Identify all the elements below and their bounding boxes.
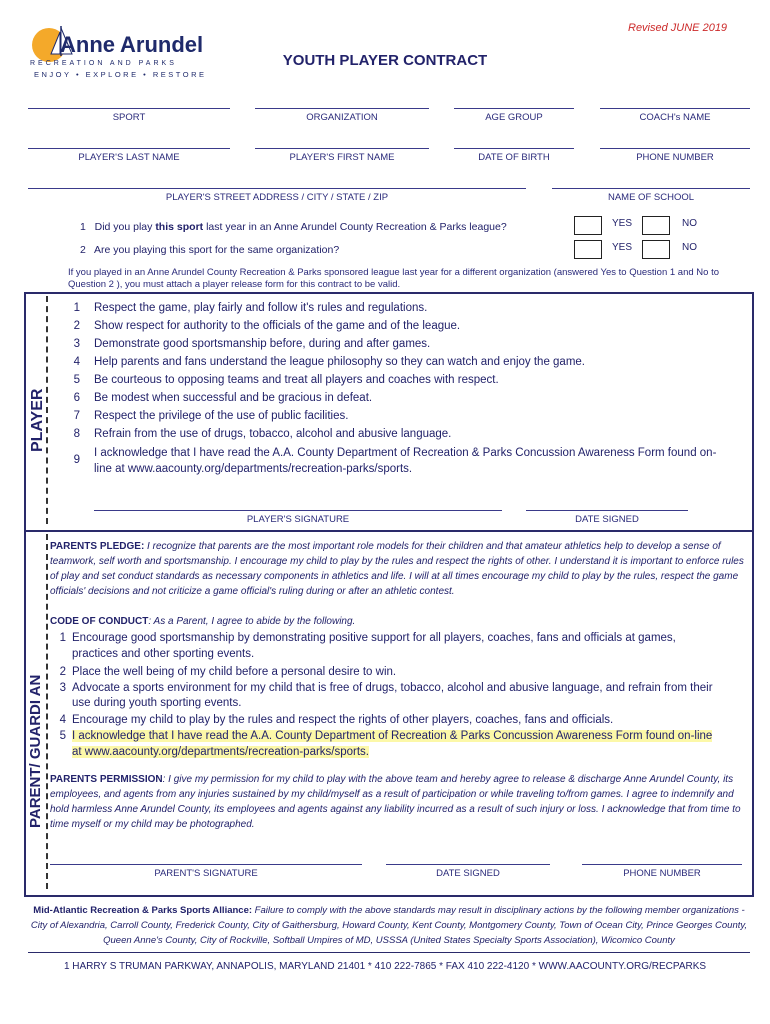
- parent-phone-label: PHONE NUMBER: [623, 868, 701, 879]
- no-label: NO: [682, 242, 697, 253]
- q1-yes-checkbox[interactable]: [574, 216, 602, 235]
- first-name-label: PLAYER'S FIRST NAME: [289, 152, 395, 163]
- item-text: Demonstrate good sportsmanship before, during and after games.: [94, 338, 431, 350]
- phone-label: PHONE NUMBER: [636, 152, 714, 163]
- parent-signature-label: PARENT'S SIGNATURE: [154, 868, 258, 879]
- item-number: 9: [73, 454, 80, 466]
- parent-date-field[interactable]: [386, 864, 550, 865]
- revised-date: Revised JUNE 2019: [628, 22, 728, 34]
- conduct-label: CODE OF CONDUCT: [50, 616, 149, 627]
- school-label: NAME OF SCHOOL: [607, 192, 695, 203]
- divider: [46, 534, 48, 889]
- item-number: 3: [73, 338, 80, 350]
- yes-label: YES: [612, 242, 633, 253]
- item-text: Encourage good sportsmanship by demonstrating positive support for all players, coaches, fans and officials at games,: [72, 632, 676, 644]
- last-name-field[interactable]: [28, 148, 230, 149]
- item-text: Be courteous to opposing teams and treat all players and coaches with respect.: [94, 374, 499, 386]
- item-text: Be modest when successful and be gracious in defeat.: [94, 392, 373, 404]
- q2-yes-checkbox[interactable]: [574, 240, 602, 259]
- question-text: last year in an Anne Arundel County Recreation & Parks league?: [203, 221, 507, 233]
- organization-label: ORGANIZATION: [306, 112, 378, 123]
- sport-label: SPORT: [112, 112, 146, 123]
- last-name-label: PLAYER'S LAST NAME: [78, 152, 180, 163]
- school-field[interactable]: [552, 188, 750, 189]
- item-text: Show respect for authority to the officials of the game and of the league.: [94, 320, 461, 332]
- question-1: [80, 221, 507, 233]
- pledge-text: I recognize that parents are the most important role models for their children and that amateur athletics help to develop a sense of teamwork, self worth and sportsmanship. I encourage my child to play by the rules and respect the rights of other. I understand it is important to enforce rules of play and set conduct standards as necessary components in athletics and life. I will at all times encourage my child to play by the rules, respect the game officials' decisions and not criticize a game official's ruling during or after an athletic contest.: [50, 541, 744, 597]
- dob-label: DATE OF BIRTH: [478, 152, 550, 163]
- list-item-text: practices and other sporting events.: [72, 648, 255, 660]
- item-text: I acknowledge that I have read the A.A. County Department of Recreation & Parks Concussion Awareness Form found on-line: [72, 730, 713, 742]
- permission-label: PARENTS PERMISSION: [50, 774, 163, 785]
- address-label: PLAYER'S STREET ADDRESS / CITY / STATE / ZIP: [165, 192, 389, 203]
- item-number: 4: [73, 356, 80, 368]
- logo-word-anne: Anne: [60, 32, 115, 57]
- first-name-field[interactable]: [255, 148, 429, 149]
- phone-field[interactable]: [600, 148, 750, 149]
- parents-permission: [50, 772, 748, 832]
- item-text: Encourage my child to play by the rules and respect the rights of other players, coaches, fans and officials.: [72, 714, 614, 726]
- parents-pledge: [50, 539, 748, 599]
- footer-address: 1 HARRY S TRUMAN PARKWAY, ANNAPOLIS, MARYLAND 21401 * 410 222-7865 * FAX 410 222-4120 * WWW.AACOUNTY.ORG/RECPARKS: [63, 961, 707, 972]
- parent-date-label: DATE SIGNED: [436, 868, 500, 879]
- item-text: Respect the game, play fairly and follow it's rules and regulations.: [94, 302, 428, 314]
- question-number: 1: [80, 221, 86, 233]
- item-text: Respect the privilege of the use of public facilities.: [94, 410, 349, 422]
- q1-no-checkbox[interactable]: [642, 216, 670, 235]
- question-emphasis: this sport: [155, 221, 204, 233]
- player-date-label: DATE SIGNED: [575, 514, 639, 525]
- logo-tagline: ENJOY • EXPLORE • RESTORE: [34, 70, 207, 79]
- item-text: Help parents and fans understand the league philosophy so they can watch and enjoy the game.: [94, 356, 586, 368]
- conduct-text: : As a Parent, I agree to abide by the following.: [148, 616, 356, 627]
- item-number: 3: [59, 682, 66, 694]
- player-signature-label: PLAYER'S SIGNATURE: [246, 514, 350, 525]
- item-number: 2: [59, 666, 66, 678]
- question-text: Did you play: [94, 221, 156, 233]
- logo-word-arundel: Arundel: [120, 32, 204, 57]
- page-title: YOUTH PLAYER CONTRACT: [282, 52, 488, 69]
- item-text: Refrain from the use of drugs, tobacco, alcohol and abusive language.: [94, 428, 452, 440]
- release-note: If you played in an Anne Arundel County Recreation & Parks sponsored league last year for a different organization (answered Yes to Question 1 and No to Question 2 ), you must attach a player release form for this contract to be valid.: [68, 267, 719, 290]
- list-item-text: I acknowledge that I have read the A.A. County Department of Recreation & Parks Concussion Awareness Form found on-: [94, 447, 717, 459]
- age-group-label: AGE GROUP: [485, 112, 543, 123]
- parent-signature-field[interactable]: [50, 864, 362, 865]
- player-section-title: PLAYER: [29, 388, 46, 452]
- item-number: 4: [59, 714, 66, 726]
- player-date-field[interactable]: [526, 510, 688, 511]
- question-number: 2: [80, 244, 86, 256]
- item-number: 5: [73, 374, 80, 386]
- divider: [28, 952, 750, 953]
- item-number: 5: [59, 730, 66, 742]
- coach-name-label: COACH's NAME: [639, 112, 711, 123]
- item-number: 1: [73, 302, 80, 314]
- permission-text: : I give my permission for my child to play with the above team and hereby agree to release & discharge Anne Arundel County, its employees, and agents from any injuries sustained by my child/myself as a result of participation or while traveling to/from games. I agree to indemnify and hold harmless Anne Arundel County, its employees and agents against any liability incurred as a result of such injury or loss. I acknowledge that from time to time myself or my child may be photographed.: [50, 774, 741, 830]
- question-2: [80, 244, 339, 256]
- q2-no-checkbox[interactable]: [642, 240, 670, 259]
- parent-phone-field[interactable]: [582, 864, 742, 865]
- age-group-field[interactable]: [454, 108, 574, 109]
- no-label: NO: [682, 218, 697, 229]
- organization-field[interactable]: [255, 108, 429, 109]
- item-number: 6: [73, 392, 80, 404]
- list-item-text: use during youth sporting events.: [72, 697, 242, 709]
- item-number: 7: [73, 410, 80, 422]
- list-item-text: at www.aacounty.org/departments/recreation-parks/sports.: [72, 746, 370, 758]
- item-text: Advocate a sports environment for my child that is free of drugs, tobacco, alcohol and abusive language, and refrain from their: [72, 682, 713, 694]
- address-field[interactable]: [28, 188, 526, 189]
- coach-name-field[interactable]: [600, 108, 750, 109]
- item-text: Place the well being of my child before a personal desire to win.: [72, 666, 397, 678]
- item-number: 8: [73, 428, 80, 440]
- alliance-text: Failure to comply with the above standards may result in disciplinary actions by the following member organizations - City of Alexandria, Carroll County, Frederick County, City of Gaithersburg, Howard County, Kent County, Montgomery County, Town of Ocean City, Prince Georges County, Queen Anne's County, City of Rockville, Softball Umpires of MD, USSSA (United States Specialty Sports Association), Wicomico County: [30, 905, 748, 946]
- dob-field[interactable]: [454, 148, 574, 149]
- alliance-notice: [30, 903, 748, 948]
- question-text: Are you playing this sport for the same organization?: [94, 244, 340, 256]
- list-item-text: line at www.aacounty.org/departments/recreation-parks/sports.: [94, 463, 413, 475]
- pledge-label: PARENTS PLEDGE:: [50, 541, 145, 552]
- item-number: 2: [73, 320, 80, 332]
- parent-section-title: PARENT/ GUARDI AN: [27, 674, 44, 828]
- player-signature-field[interactable]: [94, 510, 502, 511]
- sport-field[interactable]: [28, 108, 230, 109]
- item-number: 1: [59, 632, 66, 644]
- yes-label: YES: [612, 218, 633, 229]
- logo-subtitle: RECREATION AND PARKS: [30, 60, 177, 67]
- alliance-label: Mid-Atlantic Recreation & Parks Sports Alliance:: [33, 905, 253, 916]
- code-of-conduct: [50, 614, 748, 629]
